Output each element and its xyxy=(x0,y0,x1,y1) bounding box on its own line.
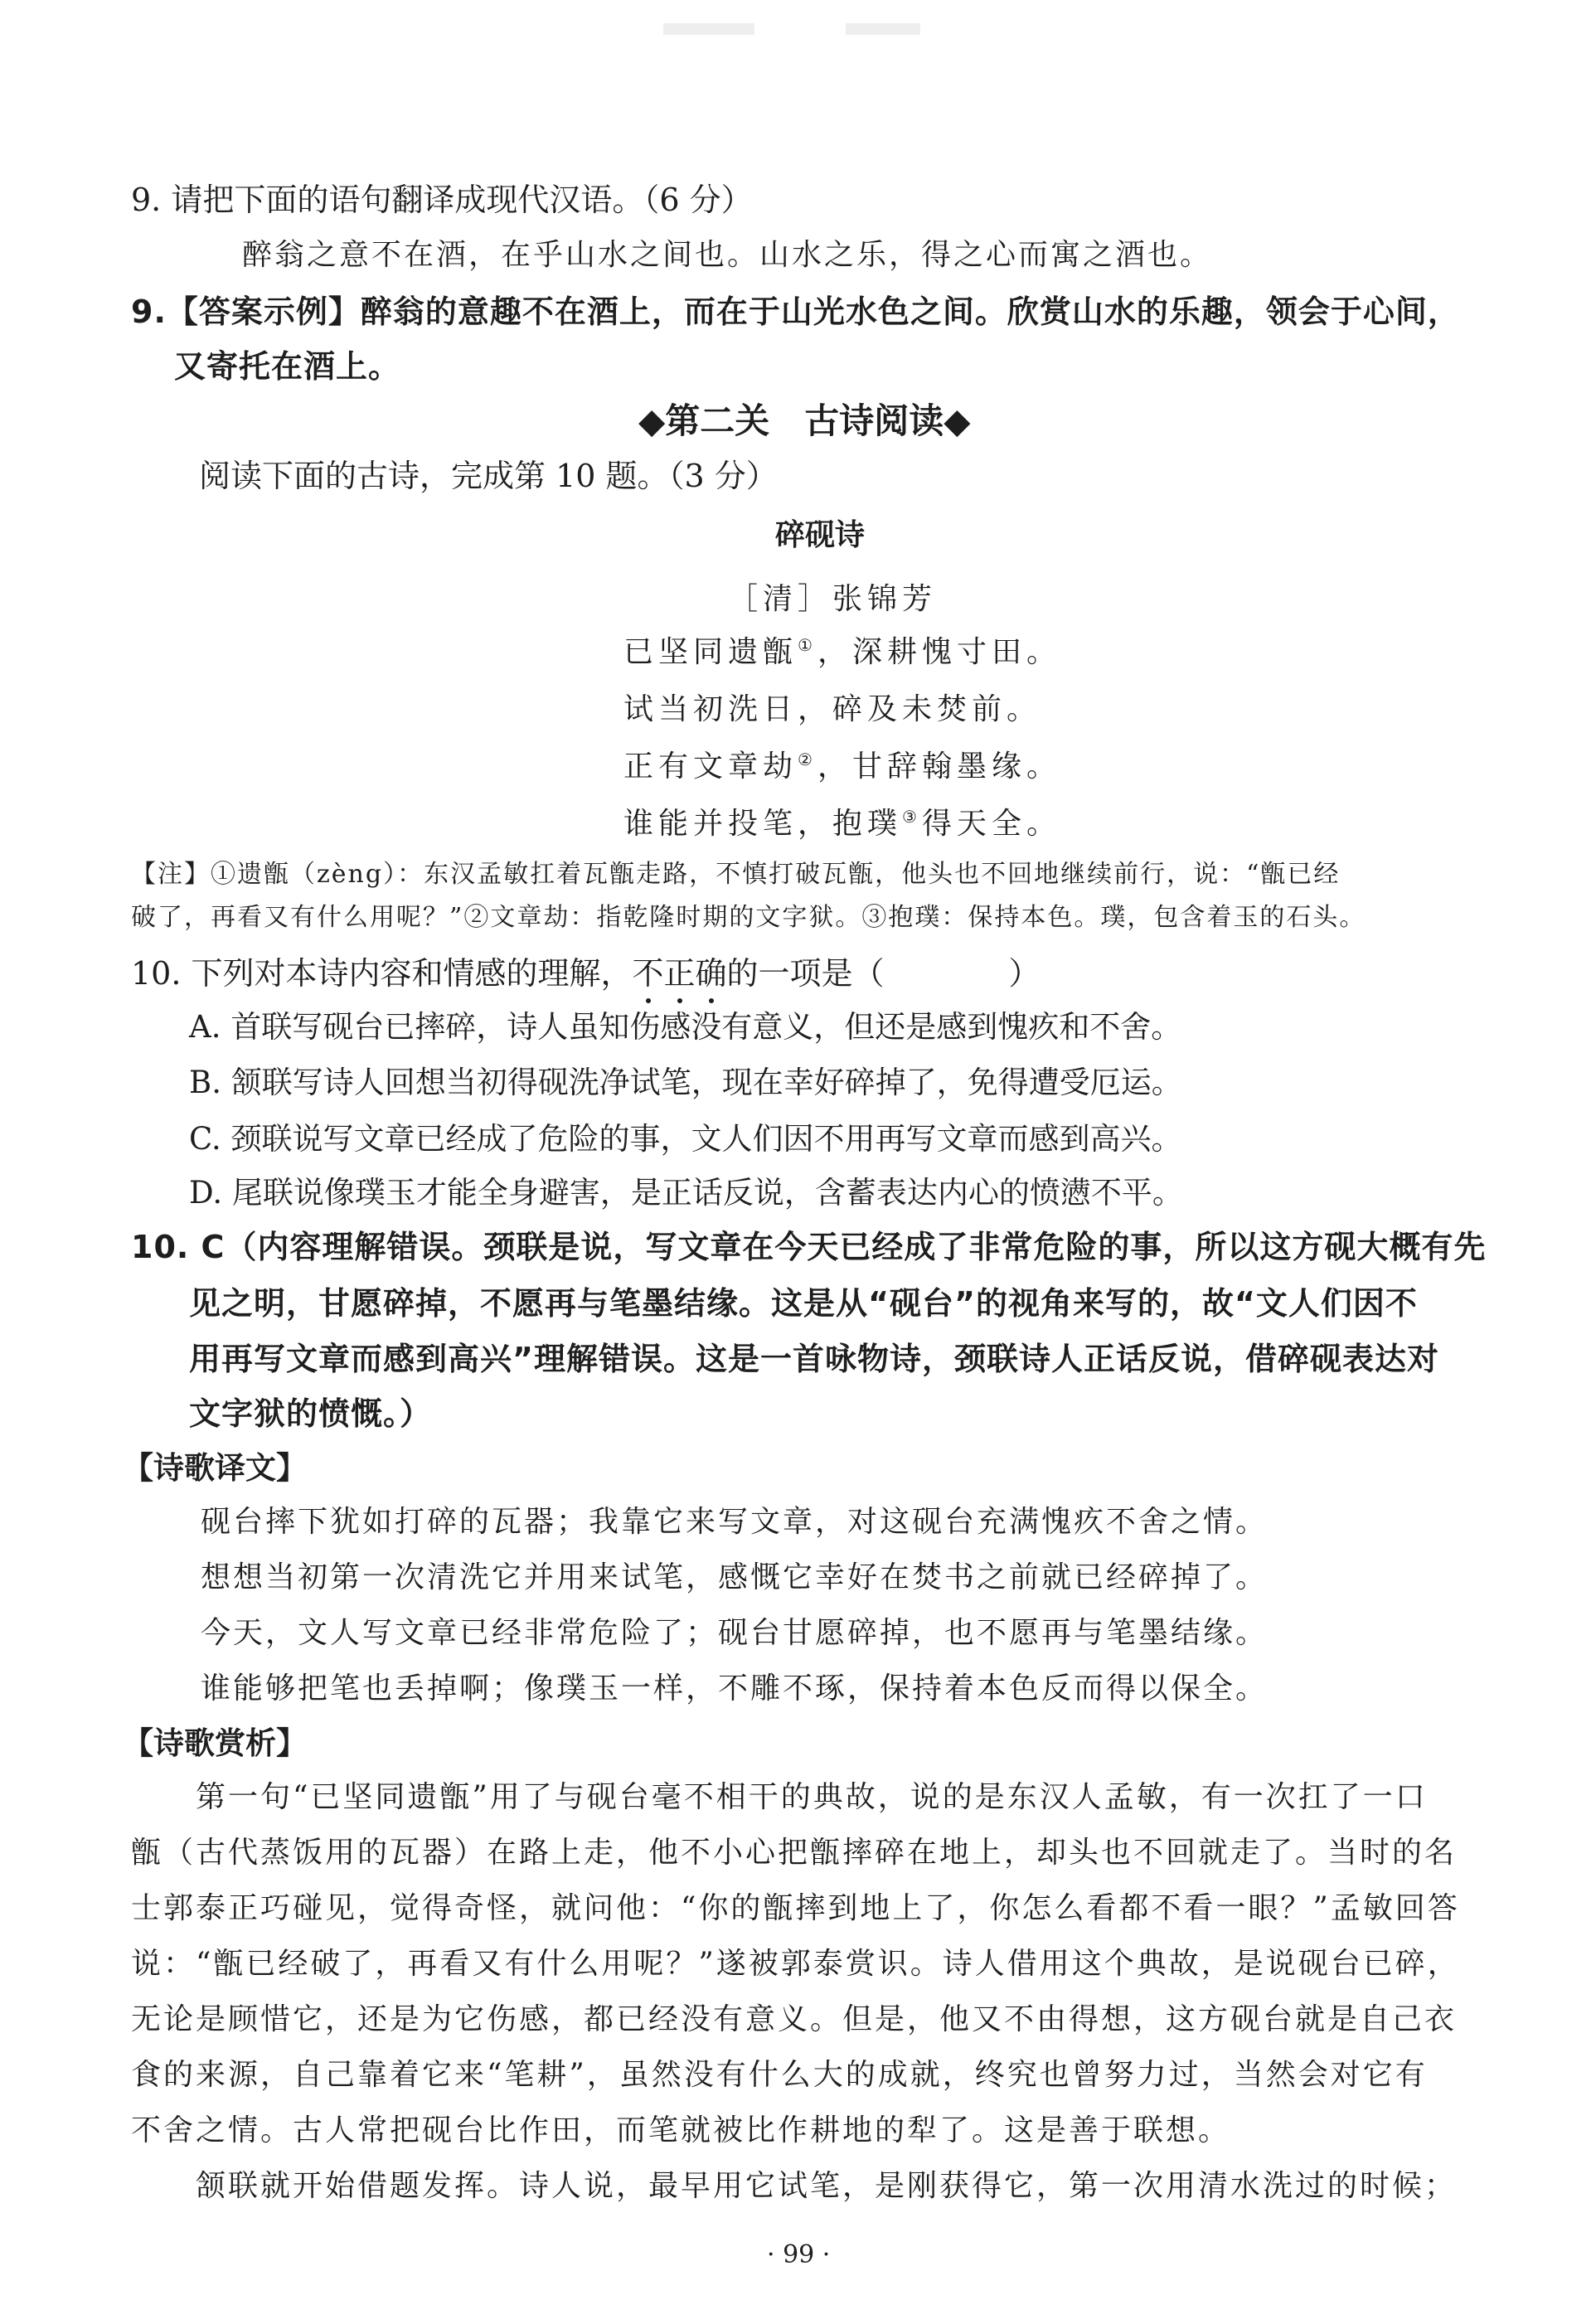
poem-line-text: 谁能并投笔，抱璞 xyxy=(623,807,903,841)
note-marker: ② xyxy=(798,750,817,769)
q10-answer-line-1: 10. C（内容理解错误。颈联是说，写文章在今天已经成了非常危险的事，所以这方砚大概有先 xyxy=(131,1229,1487,1265)
appreciation-line: 食的来源，自己靠着它来“笔耕”，虽然没有什么大的成就，终究也曾努力过，当然会对它有 xyxy=(131,2058,1428,2092)
poem-author: ［清］张锦芳 xyxy=(728,582,938,616)
q10-option-c: C. 颈联说写文章已经成了危险的事，文人们因不用再写文章而感到高兴。 xyxy=(189,1121,1182,1157)
appreciation-line: 说：“甑已经破了，再看又有什么用呢？”遂被郭泰赏识。诗人借用这个典故，是说砚台已碎， xyxy=(131,1947,1460,1981)
section-title: ◆第二关 古诗阅读◆ xyxy=(638,400,971,441)
appreciation-line: 无论是顾惜它，还是为它伤感，都已经没有意义。但是，他又不由得想，这方砚台就是自己衣 xyxy=(131,2002,1458,2036)
q10-prompt xyxy=(131,955,1041,992)
q9-source-text: 醉翁之意不在酒，在乎山水之间也。山水之乐，得之心而寓之酒也。 xyxy=(242,238,1213,272)
poem-line xyxy=(623,637,1061,667)
scan-mark xyxy=(846,23,920,35)
q10-answer-line-2: 见之明，甘愿碎掉，不愿再与笔墨结缘。这是从“砚台”的视角来写的，故“文人们因不 xyxy=(189,1285,1418,1322)
appreciation-line: 颔联就开始借题发挥。诗人说，最早用它试笔，是刚获得它，第一次用清水洗过的时候； xyxy=(196,2169,1458,2203)
scan-mark xyxy=(663,23,754,35)
poem-note-line-2: 破了，再看又有什么用呢？”②文章劫：指乾隆时期的文字狱。③抱璞：保持本色。璞，包含着玉的石头。 xyxy=(131,903,1366,932)
q10-answer-line-3: 用再写文章而感到高兴”理解错误。这是一首咏物诗，颈联诗人正话反说，借碎砚表达对 xyxy=(189,1341,1439,1377)
note-marker: ① xyxy=(798,635,817,655)
q9-prompt: 9. 请把下面的语句翻译成现代汉语。（6 分） xyxy=(131,182,753,218)
section-instruction: 阅读下面的古诗，完成第 10 题。（3 分） xyxy=(199,458,778,494)
q10-answer-line-4: 文字狱的愤慨。） xyxy=(189,1395,433,1432)
translation-line: 今天，文人写文章已经非常危险了；砚台甘愿碎掉，也不愿再与笔墨结缘。 xyxy=(201,1616,1269,1650)
q10-option-d: D. 尾联说像璞玉才能全身避害，是正话反说，含蓄表达内心的愤懑不平。 xyxy=(189,1175,1183,1211)
poem-note-line-1: 【注】①遗甑（zèng）：东汉孟敏扛着瓦甑走路，不慎打破瓦甑，他头也不回地继续前行，说：“甑已经 xyxy=(131,860,1341,889)
poem-line xyxy=(623,692,1042,726)
q10-prompt-text: 的一项是（ xyxy=(726,955,885,992)
q10-emphasis xyxy=(633,955,727,992)
q10-option-a: A. 首联写砚台已摔碎，诗人虽知伤感没有意义，但还是感到愧疚和不舍。 xyxy=(189,1009,1182,1045)
appreciation-heading: 【诗歌赏析】 xyxy=(123,1725,307,1761)
poem-line-text: ，甘辞翰墨缘。 xyxy=(817,750,1061,784)
poem-line-text: ，深耕愧寸田。 xyxy=(817,635,1061,669)
translation-line: 想想当初第一次清洗它并用来试笔，感慨它幸好在焚书之前就已经碎掉了。 xyxy=(201,1560,1269,1594)
q10-option-b: B. 颔联写诗人回想当初得砚洗净试笔，现在幸好碎掉了，免得遭受厄运。 xyxy=(189,1065,1182,1100)
emphasis-dots xyxy=(633,998,727,1005)
appreciation-line: 第一句“已坚同遗甑”用了与砚台毫不相干的典故，说的是东汉人孟敏，有一次扛了一口 xyxy=(196,1780,1428,1814)
translation-line: 谁能够把笔也丢掉啊；像璞玉一样，不雕不琢，保持着本色反而得以保全。 xyxy=(201,1672,1269,1706)
poem-line-text: 已坚同遗甑 xyxy=(623,635,798,669)
note-marker: ③ xyxy=(902,807,922,827)
q10-prompt-text: 10. 下列对本诗内容和情感的理解， xyxy=(131,955,633,992)
appreciation-line: 不舍之情。古人常把砚台比作田，而笔就被比作耕地的犁了。这是善于联想。 xyxy=(131,2113,1231,2147)
appreciation-line: 甑（古代蒸饭用的瓦器）在路上走，他不小心把甑摔碎在地上，却头也不回就走了。当时的名 xyxy=(131,1836,1458,1870)
q9-answer-line-2: 又寄托在酒上。 xyxy=(174,348,401,385)
poem-line xyxy=(623,808,1061,839)
translation-heading: 【诗歌译文】 xyxy=(123,1450,307,1486)
q10-prompt-text: ） xyxy=(1008,955,1041,992)
poem-line-text: 试当初洗日，碎及未焚前。 xyxy=(623,692,1042,726)
poem-line-text: 正有文章劫 xyxy=(623,750,798,784)
translation-line: 砚台摔下犹如打碎的瓦器；我靠它来写文章，对这砚台充满愧疚不舍之情。 xyxy=(201,1505,1269,1539)
page-number: · 99 · xyxy=(767,2240,831,2269)
q9-answer-line-1: 9.【答案示例】醉翁的意趣不在酒上，而在于山光水色之间。欣赏山水的乐趣，领会于心间， xyxy=(131,294,1460,330)
poem-line-text: 得天全。 xyxy=(921,807,1061,841)
poem-title: 碎砚诗 xyxy=(775,518,866,552)
poem-line xyxy=(623,751,1061,782)
q10-emphasis-text: 不正确 xyxy=(632,955,727,992)
appreciation-line: 士郭泰正巧碰见，觉得奇怪，就问他：“你的甑摔到地上了，你怎么看都不看一眼？”孟敏回答 xyxy=(131,1891,1460,1925)
